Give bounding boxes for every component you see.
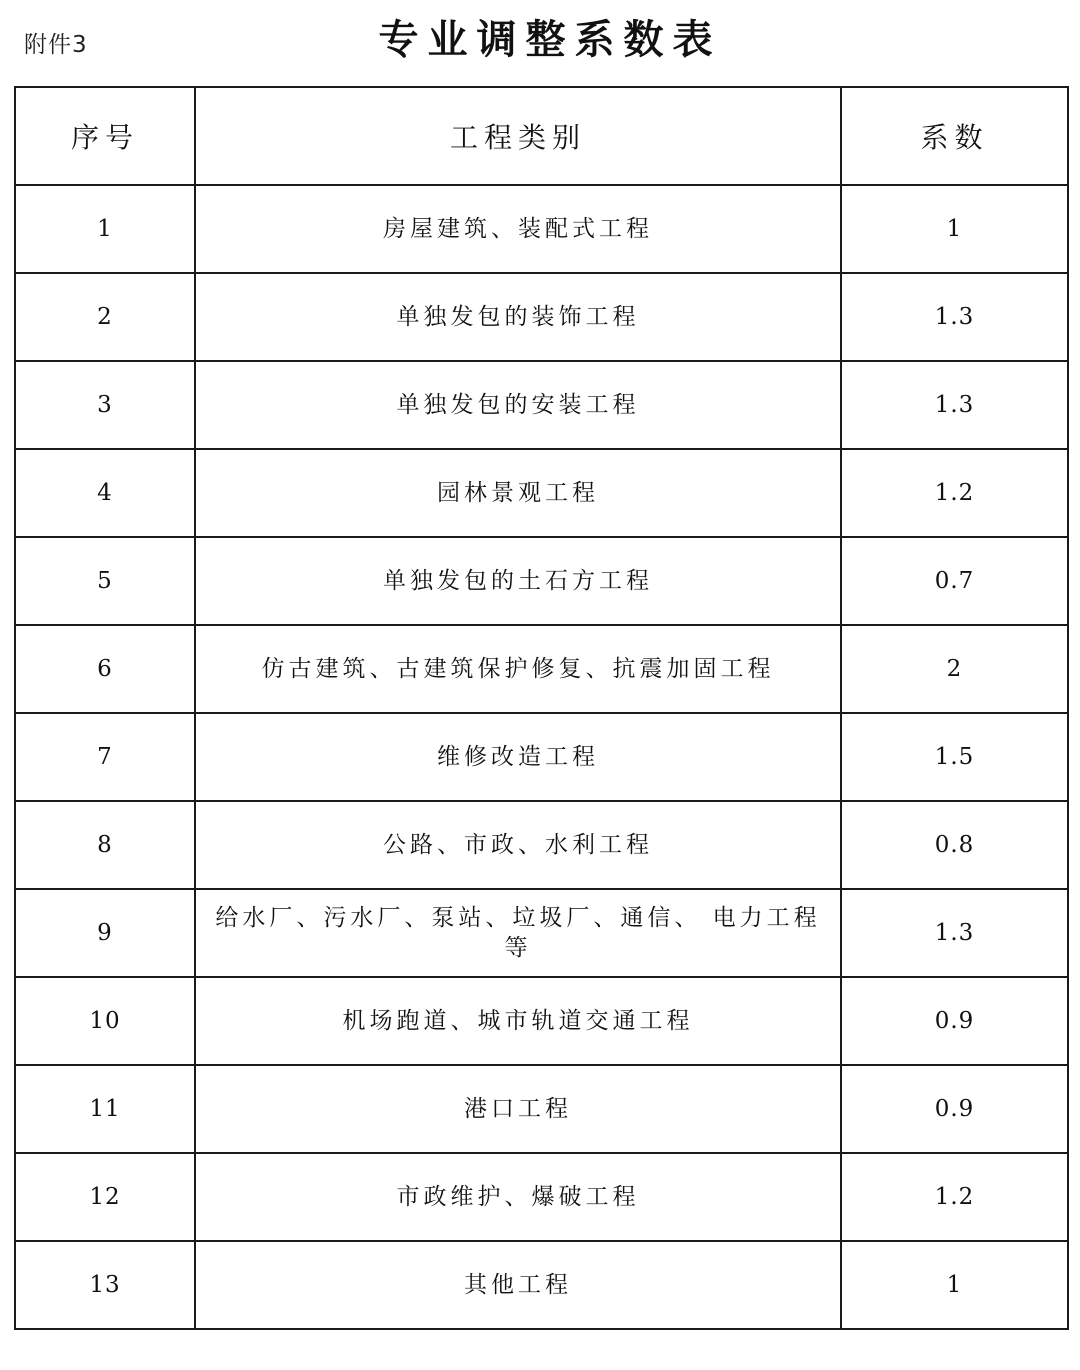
cell-coefficient: 1.2 [841, 449, 1068, 537]
cell-coefficient: 0.8 [841, 801, 1068, 889]
table-row [15, 449, 1068, 537]
table-row [15, 1241, 1068, 1329]
cell-coefficient: 1.3 [841, 273, 1068, 361]
cell-serial-number: 3 [15, 361, 195, 449]
cell-project-category: 单独发包的装饰工程 [195, 273, 841, 361]
table-row [15, 625, 1068, 713]
cell-serial-number: 8 [15, 801, 195, 889]
table-row [15, 801, 1068, 889]
table-row [15, 273, 1068, 361]
cell-project-category: 园林景观工程 [195, 449, 841, 537]
cell-coefficient: 1.3 [841, 889, 1068, 977]
table-row [15, 713, 1068, 801]
cell-serial-number: 5 [15, 537, 195, 625]
document-title: 专业调整系数表 [378, 17, 722, 63]
table-row [15, 1065, 1068, 1153]
cell-coefficient: 2 [841, 625, 1068, 713]
cell-serial-number: 6 [15, 625, 195, 713]
table-row [15, 1153, 1068, 1241]
cell-coefficient: 1.5 [841, 713, 1068, 801]
header-project-category: 工程类别 [195, 87, 841, 185]
cell-serial-number: 12 [15, 1153, 195, 1241]
cell-project-category: 其他工程 [195, 1241, 841, 1329]
table-row [15, 361, 1068, 449]
header-coefficient: 系数 [841, 87, 1068, 185]
cell-coefficient: 1.3 [841, 361, 1068, 449]
cell-project-category: 维修改造工程 [195, 713, 841, 801]
cell-project-category: 单独发包的土石方工程 [195, 537, 841, 625]
cell-coefficient: 1.2 [841, 1153, 1068, 1241]
cell-serial-number: 2 [15, 273, 195, 361]
header-serial-number: 序号 [15, 87, 195, 185]
cell-coefficient: 1 [841, 1241, 1068, 1329]
cell-coefficient: 0.9 [841, 977, 1068, 1065]
table-header-row [15, 87, 1068, 185]
attachment-label: 附件3 [24, 32, 88, 58]
cell-project-category: 机场跑道、城市轨道交通工程 [195, 977, 841, 1065]
cell-serial-number: 1 [15, 185, 195, 273]
cell-project-category: 仿古建筑、古建筑保护修复、抗震加固工程 [195, 625, 841, 713]
coefficient-table [14, 86, 1069, 1330]
table-row [15, 185, 1068, 273]
cell-project-category: 港口工程 [195, 1065, 841, 1153]
cell-coefficient: 0.9 [841, 1065, 1068, 1153]
cell-serial-number: 7 [15, 713, 195, 801]
table-row [15, 889, 1068, 977]
cell-serial-number: 4 [15, 449, 195, 537]
cell-project-category: 公路、市政、水利工程 [195, 801, 841, 889]
cell-coefficient: 1 [841, 185, 1068, 273]
table-row [15, 977, 1068, 1065]
cell-coefficient: 0.7 [841, 537, 1068, 625]
cell-serial-number: 10 [15, 977, 195, 1065]
cell-serial-number: 11 [15, 1065, 195, 1153]
table-row [15, 537, 1068, 625]
cell-project-category: 给水厂、污水厂、泵站、垃圾厂、通信、 电力工程等 [195, 889, 841, 977]
cell-project-category: 房屋建筑、装配式工程 [195, 185, 841, 273]
cell-serial-number: 9 [15, 889, 195, 977]
cell-project-category: 单独发包的安装工程 [195, 361, 841, 449]
cell-project-category: 市政维护、爆破工程 [195, 1153, 841, 1241]
cell-serial-number: 13 [15, 1241, 195, 1329]
